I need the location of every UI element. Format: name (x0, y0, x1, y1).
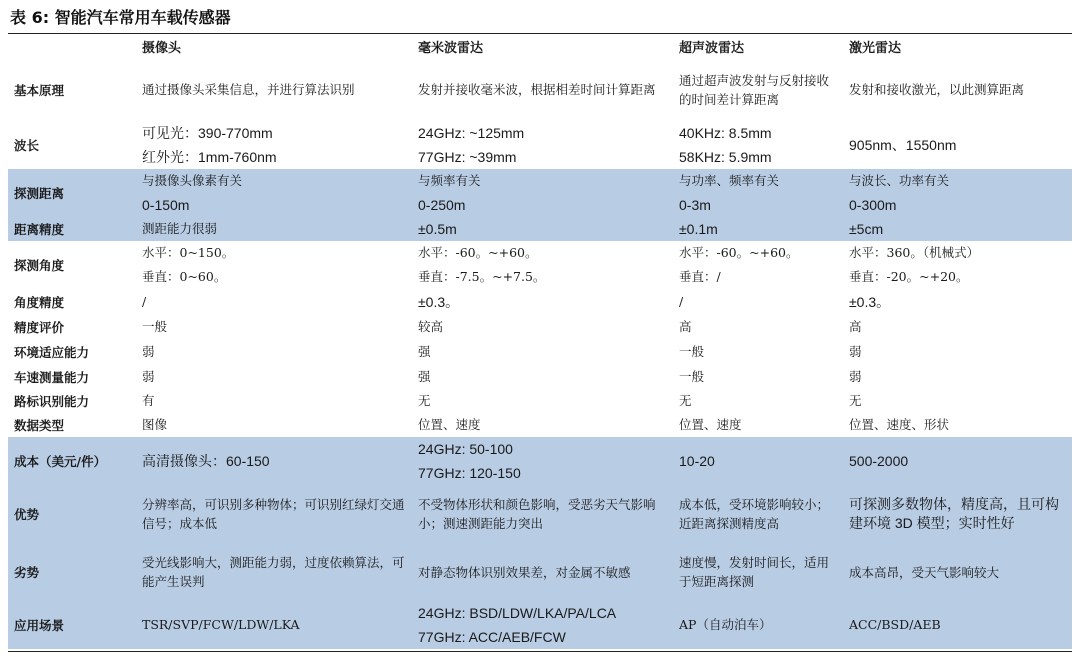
cell-line: 与频率有关 (418, 173, 481, 188)
cell-line: ±0.3。 (849, 293, 891, 310)
table-cell (412, 437, 673, 485)
table-row (8, 314, 1072, 339)
table-cell (843, 364, 1072, 389)
table-cell (843, 121, 1072, 169)
table-cell (412, 314, 673, 339)
table-row (8, 169, 1072, 217)
table-cell (673, 314, 843, 339)
table-cell (673, 58, 843, 121)
cell-line: 0-3m (679, 197, 711, 213)
cell-line: 较高 (418, 318, 444, 334)
table-row (8, 289, 1072, 314)
table-cell (843, 169, 1072, 217)
table-row (8, 437, 1072, 485)
table-cell (843, 601, 1072, 649)
cell-line: 10-20 (679, 453, 715, 469)
table-cell (673, 241, 843, 289)
cell-line: 24GHz: ~125mm (418, 125, 525, 141)
cell-line: 成本高昂，受天气影响较大 (849, 564, 1000, 580)
table-cell (412, 169, 673, 217)
cell-line: 不受物体形状和颜色影响，受恶劣天气影响小；测速测距能力突出 (418, 497, 656, 531)
table-cell (412, 485, 673, 543)
cell-line: 弱 (142, 368, 155, 384)
cell-line: 分辨率高，可识别多种物体；可识别红绿灯交通信号；成本低 (142, 497, 405, 531)
table-cell (136, 58, 412, 121)
row-label: 应用场景 (8, 601, 136, 649)
table-cell (843, 217, 1072, 241)
header-cell (8, 34, 136, 58)
cell-line: 无 (418, 393, 431, 408)
row-label: 车速测量能力 (14, 369, 90, 385)
table-cell (412, 601, 673, 649)
table-cell (136, 121, 412, 169)
table-row (8, 121, 1072, 169)
cell-line: 40KHz: 8.5mm (679, 125, 772, 141)
cell-line: 24GHz: 50-100 (418, 441, 513, 457)
table-cell (136, 601, 412, 649)
table-cell (843, 485, 1072, 543)
cell-line: / (679, 293, 684, 309)
header-cell: 激光雷达 (849, 40, 902, 56)
cell-line: 成本低，受环境影响较小；近距离探测精度高 (679, 497, 830, 531)
cell-line: 无 (679, 393, 692, 408)
row-label: 基本原理 (14, 82, 65, 98)
table-cell (673, 364, 843, 389)
cell-line: 发射和接收激光，以此测算距离 (849, 82, 1025, 97)
bottom-divider (8, 651, 1072, 652)
row-label: 劣势 (8, 543, 136, 601)
row-label: 精度评价 (14, 319, 65, 335)
cell-line: 24GHz: BSD/LDW/LKA/PA/LCA (418, 605, 617, 621)
table-cell (673, 121, 843, 169)
cell-line: 对静态物体识别效果差，对金属不敏感 (418, 564, 631, 580)
cell-line: ±5cm (849, 221, 884, 237)
table-cell (136, 339, 412, 364)
table-cell (412, 339, 673, 364)
table-row (8, 601, 1072, 649)
cell-line: 通过超声波发射与反射接收的时间差计算距离 (679, 72, 830, 107)
header-cell: 毫米波雷达 (418, 40, 484, 56)
cell-line: 图像 (142, 417, 168, 432)
row-label: 路标识别能力 (14, 394, 90, 409)
cell-line: ±0.1m (679, 221, 718, 237)
cell-line: 垂直：-7.5。~+7.5。 (418, 269, 546, 284)
table-row (8, 217, 1072, 241)
table-row (8, 364, 1072, 389)
table-row (8, 485, 1072, 543)
table-cell (673, 601, 843, 649)
cell-line: 位置、速度 (679, 417, 742, 432)
table-cell (673, 169, 843, 217)
cell-line: 水平：360。（机械式） (849, 245, 980, 260)
cell-line: 垂直：-20。~+20。 (849, 269, 969, 284)
table-cell (412, 241, 673, 289)
cell-line: ±0.5m (418, 221, 457, 237)
table-cell (412, 217, 673, 241)
row-label: 成本（美元/件） (8, 437, 136, 485)
cell-line: 弱 (849, 368, 862, 384)
table-row (8, 58, 1072, 121)
cell-line: 905nm、1550nm (849, 137, 957, 153)
cell-line: 高 (849, 318, 862, 334)
cell-line: 弱 (849, 343, 862, 359)
table-cell (843, 437, 1072, 485)
table-cell (843, 314, 1072, 339)
cell-line: 强 (418, 343, 431, 359)
table-cell (843, 339, 1072, 364)
row-label: 探测角度 (14, 258, 65, 273)
cell-line: ACC/BSD/AEB (849, 617, 941, 632)
table-cell (136, 437, 412, 485)
cell-line: 与功率、频率有关 (679, 173, 780, 188)
cell-line: 可见光：390-770mm (142, 125, 273, 141)
cell-line: 水平：0~150。 (142, 245, 235, 260)
row-label: 角度精度 (14, 294, 65, 310)
table-title: 表 6: 智能汽车常用车载传感器 (10, 8, 231, 27)
header-cell: 超声波雷达 (679, 40, 745, 56)
table-cell (136, 314, 412, 339)
cell-line: 0-150m (142, 197, 190, 213)
cell-line: 发射并接收毫米波，根据相差时间计算距离 (418, 82, 656, 97)
row-label: 数据类型 (14, 418, 65, 433)
table-cell (136, 364, 412, 389)
cell-line: 77GHz: ~39mm (418, 149, 517, 165)
table-cell (673, 485, 843, 543)
cell-line: 测距能力很弱 (142, 221, 218, 236)
row-label: 优势 (8, 485, 136, 543)
cell-line: 一般 (679, 343, 705, 359)
table-cell (673, 543, 843, 601)
table-cell (843, 543, 1072, 601)
cell-line: 无 (849, 393, 862, 408)
table-cell (136, 543, 412, 601)
cell-line: 高 (679, 318, 692, 334)
cell-line: 水平：-60。~+60。 (418, 245, 538, 260)
cell-line: 与摄像头像素有关 (142, 173, 243, 188)
table-cell (136, 485, 412, 543)
cell-line: 速度慢，发射时间长，适用于短距离探测 (679, 555, 830, 589)
table-cell (843, 389, 1072, 413)
cell-line: 红外光：1mm-760nm (142, 149, 277, 165)
table-row (8, 339, 1072, 364)
table-cell (843, 289, 1072, 314)
table-cell (136, 289, 412, 314)
table-row (8, 389, 1072, 413)
cell-line: 58KHz: 5.9mm (679, 149, 772, 165)
cell-line: 500-2000 (849, 453, 909, 469)
table-cell (673, 289, 843, 314)
cell-line: 位置、速度、形状 (849, 417, 950, 432)
table-cell (412, 289, 673, 314)
cell-line: AP（自动泊车） (679, 617, 772, 632)
cell-line: 77GHz: ACC/AEB/FCW (418, 629, 566, 645)
table-cell (412, 413, 673, 437)
cell-line: 77GHz: 120-150 (418, 465, 521, 481)
cell-line: 受光线影响大，测距能力弱，过度依赖算法，可能产生误判 (142, 555, 405, 589)
table-cell (673, 389, 843, 413)
cell-line: / (142, 293, 147, 309)
table-cell (673, 437, 843, 485)
table-cell (412, 364, 673, 389)
table-row (8, 543, 1072, 601)
cell-line: 一般 (679, 368, 705, 384)
cell-line: 通过摄像头采集信息，并进行算法识别 (142, 82, 355, 97)
cell-line: 垂直：/ (679, 269, 721, 284)
table-cell (412, 58, 673, 121)
row-label: 距离精度 (8, 217, 136, 241)
table-cell (843, 241, 1072, 289)
table-cell (136, 217, 412, 241)
cell-line: 垂直：0~60。 (142, 269, 227, 284)
sensor-comparison-table (8, 34, 1072, 649)
row-label: 环境适应能力 (14, 344, 90, 360)
row-label: 波长 (14, 138, 40, 153)
cell-line: ±0.3。 (418, 293, 460, 310)
cell-line: 一般 (142, 318, 168, 334)
cell-line: 可探测多数物体，精度高，且可构建环境 3D 模型；实时性好 (849, 496, 1059, 531)
table-cell (843, 413, 1072, 437)
cell-line: 有 (142, 393, 155, 408)
cell-line: 弱 (142, 343, 155, 359)
cell-line: 与波长、功率有关 (849, 173, 950, 188)
cell-line: 0-250m (418, 197, 466, 213)
table-cell (412, 389, 673, 413)
table-cell (136, 241, 412, 289)
row-label: 探测距离 (8, 169, 136, 217)
cell-line: 水平：-60。~+60。 (679, 245, 799, 260)
table-cell (673, 339, 843, 364)
table-row (8, 241, 1072, 289)
header-cell: 摄像头 (142, 40, 182, 56)
table-cell (673, 217, 843, 241)
table-cell (136, 413, 412, 437)
cell-line: 0-300m (849, 197, 897, 213)
table-cell (843, 58, 1072, 121)
cell-line: 位置、速度 (418, 417, 481, 432)
table-row (8, 413, 1072, 437)
cell-line: 强 (418, 368, 431, 384)
table-cell (673, 413, 843, 437)
table-header-row (8, 34, 1072, 58)
cell-line: 高清摄像头：60-150 (142, 453, 270, 469)
cell-line: TSR/SVP/FCW/LDW/LKA (142, 617, 300, 632)
table-cell (136, 389, 412, 413)
table-cell (136, 169, 412, 217)
table-cell (412, 543, 673, 601)
table-cell (412, 121, 673, 169)
